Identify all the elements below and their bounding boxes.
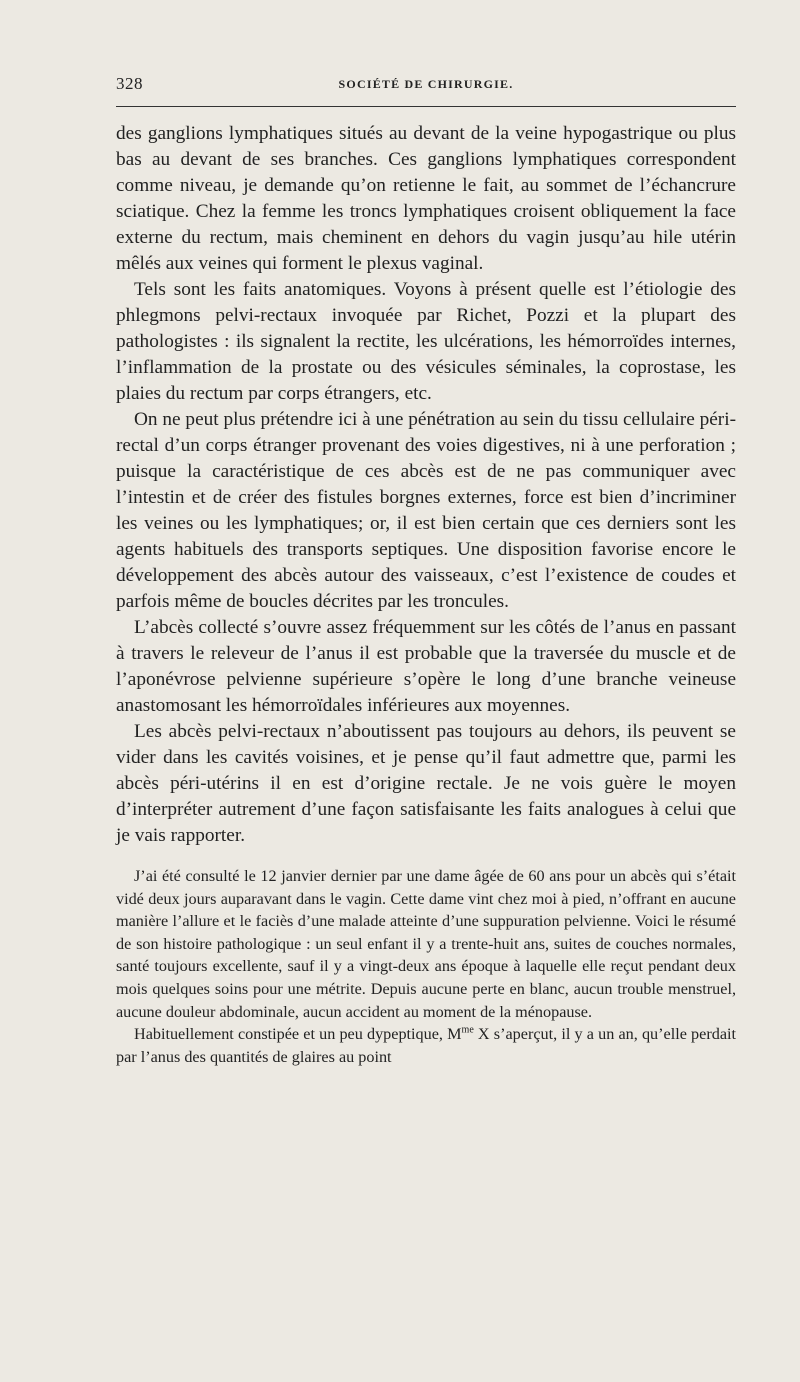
paragraph: On ne peut plus prétendre ici à une pénétration au sein du tissu cellulaire péri-rectal d’un corps étranger provenant des voies digestives, ni à une perforation ; puisque la caractéristique de ces abcès est de ne pas communiquer avec l’intestin et de créer des fistules borgnes externes, force est bien d’incriminer les veines ou les lymphatiques; or, il est bien certain que ces derniers sont les agents habituels des transports septiques. Une disposition favorise encore le développement des abcès autour des vaisseaux, c’est l’existence de coudes et parfois même de boucles décrites par les troncules.	[116, 409, 736, 612]
page-header	[116, 74, 736, 98]
title-abbrev: me	[461, 1024, 474, 1036]
case-text: Habituellement constipée et un peu dypeptique, M	[134, 1025, 462, 1044]
case-paragraph: J’ai été consulté le 12 janvier dernier par une dame âgée de 60 ans pour un abcès qui s’était vidé deux jours auparavant dans le vagin. Cette dame vint chez moi à pied, n’offrant en aucune manière l’allure et le faciès d’une malade atteinte d’une suppuration pelvienne. Voici le résumé de son histoire pathologique : un seul enfant il y a trente-huit ans, suites de couches normales, santé toujours excellente, sauf il y a vingt-deux ans époque à laquelle elle reçut pendant deux mois quelques soins pour une métrite. Depuis aucune perte en blanc, aucun trouble menstruel, aucune douleur abdominale, aucun accident au moment de la ménopause.	[116, 867, 736, 1021]
case-text: X s’aperçut, il y a un an, qu’elle perdait par l’anus des quantités de glaires au point	[116, 1025, 737, 1066]
paragraph: Tels sont les faits anatomiques. Voyons à présent quelle est l’étiologie des phlegmons pelvi-rectaux invoquée par Richet, Pozzi et la plupart des pathologistes : ils signalent la rectite, les ulcérations, les hémorroïdes internes, l’inflammation de la prostate ou des vésicules séminales, la coprostase, les plaies du rectum par corps étrangers, etc.	[116, 279, 736, 404]
paragraph: Les abcès pelvi-rectaux n’aboutissent pas toujours au dehors, ils peuvent se vider dans les cavités voisines, et je pense qu’il faut admettre que, parmi les abcès péri-utérins il en est d’origine rectale. Je ne vois guère le moyen d’interpréter autrement d’une façon satisfaisante les faits analogues à celui que je vais rapporter.	[116, 721, 736, 846]
case-paragraph	[116, 1023, 736, 1068]
paragraph: L’abcès collecté s’ouvre assez fréquemment sur les côtés de l’anus en passant à travers le releveur de l’anus il est probable que la traversée du muscle et de l’aponévrose pelvienne supérieure s’opère le long d’une branche veineuse anastomosant les hémorroïdales inférieures aux moyennes.	[116, 617, 736, 716]
header-rule	[116, 106, 736, 107]
body-text	[116, 121, 736, 1068]
running-title: SOCIÉTÉ DE CHIRURGIE.	[338, 77, 514, 91]
paragraph: des ganglions lymphatiques situés au devant de la veine hypogastrique ou plus bas au devant de ses branches. Ces ganglions lymphatiques correspondent comme niveau, je demande qu’on retienne le fait, au sommet de l’échancrure sciatique. Chez la femme les troncs lymphatiques croisent obliquement la face externe du rectum, mais cheminent en dehors du vagin jusqu’au hile utérin mêlés aux veines qui forment le plexus vaginal.	[116, 123, 736, 274]
case-report	[116, 865, 736, 1068]
page-number: 328	[116, 74, 143, 93]
